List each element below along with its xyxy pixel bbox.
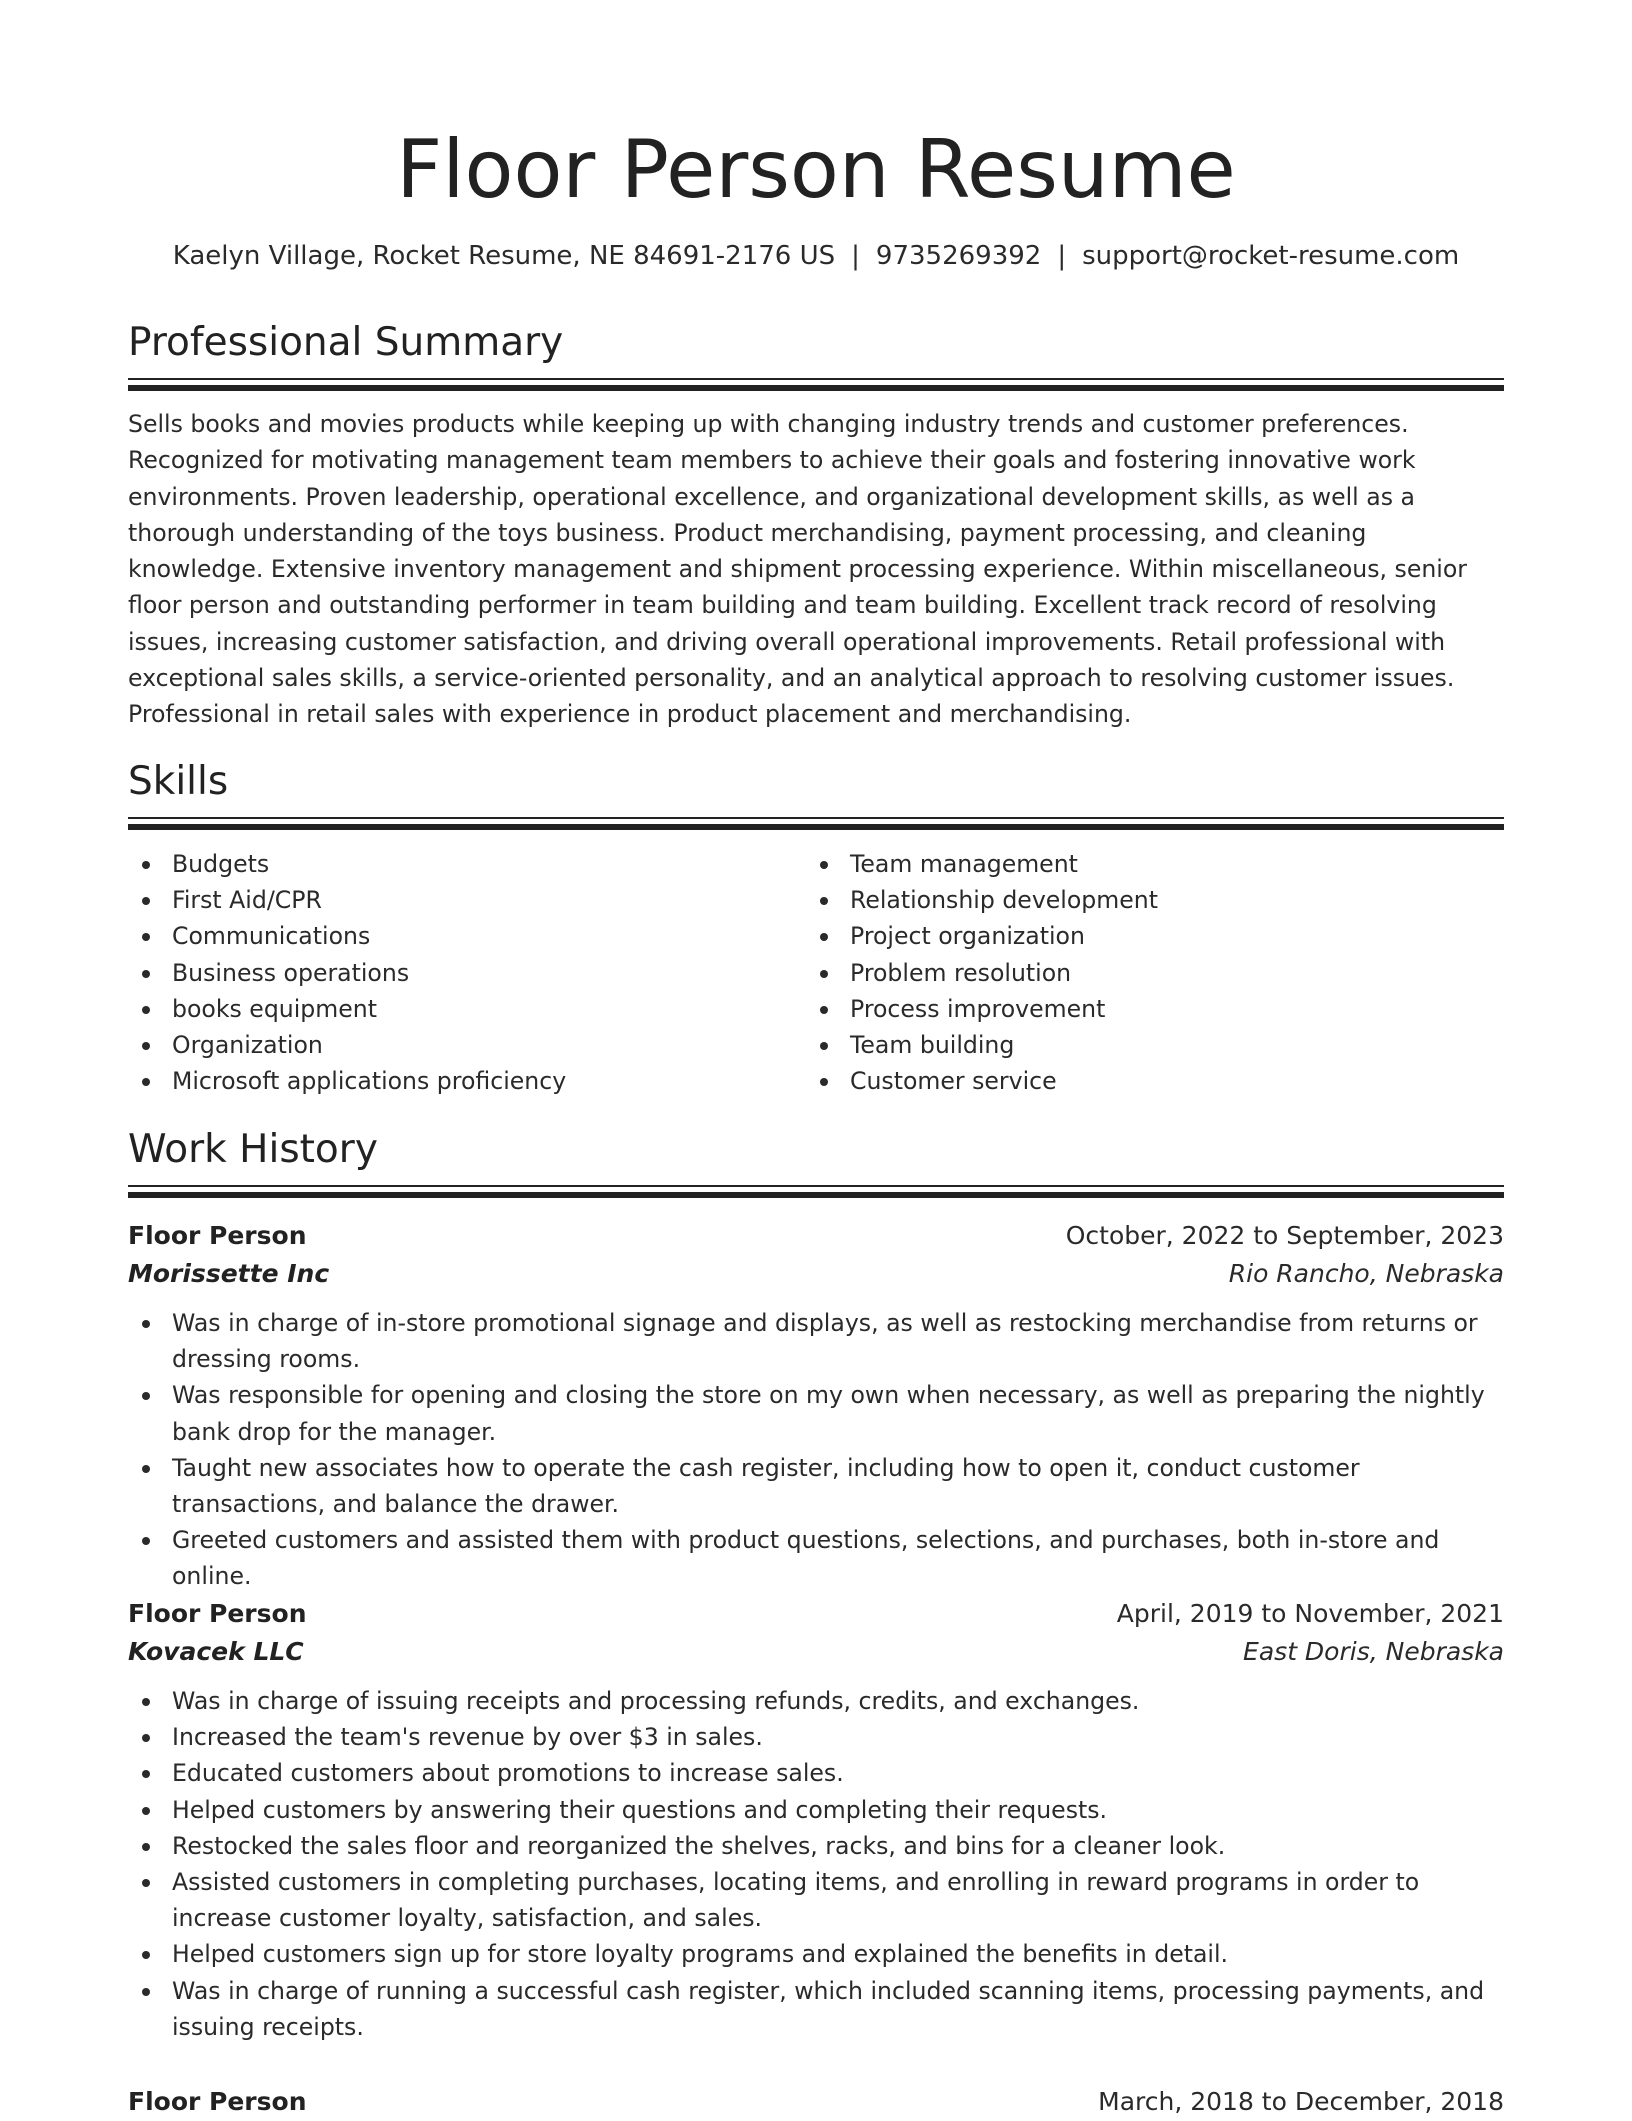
skills-column-left (128, 846, 806, 1099)
job-bullet: Restocked the sales floor and reorganized the shelves, racks, and bins for a cleaner look. (128, 1828, 1504, 1864)
job-bullet: Assisted customers in completing purchases, locating items, and enrolling in reward programs in order to increase customer loyalty, satisfaction, and sales. (128, 1864, 1504, 1936)
skill-item: Team management (806, 846, 1484, 882)
skill-item: First Aid/CPR (128, 882, 806, 918)
skill-item: Relationship development (806, 882, 1484, 918)
job-bullet: Helped customers sign up for store loyalty programs and explained the benefits in detail. (128, 1936, 1504, 1972)
job-bullet: Taught new associates how to operate the cash register, including how to open it, conduct customer transactions, and balance the drawer. (128, 1450, 1504, 1522)
section-divider (128, 1185, 1504, 1187)
section-divider (128, 1192, 1504, 1198)
job-bullets (128, 1305, 1504, 1595)
job-bullet: Educated customers about promotions to increase sales. (128, 1755, 1504, 1791)
job-dates: October, 2022 to September, 2023 (1065, 1221, 1504, 1250)
skill-item: books equipment (128, 991, 806, 1027)
section-divider (128, 817, 1504, 819)
skill-item: Business operations (128, 955, 806, 991)
skill-item: Microsoft applications proficiency (128, 1063, 806, 1099)
skills-list (128, 846, 1504, 1099)
summary-section-header (128, 318, 1504, 391)
contact-line (128, 238, 1504, 274)
job-header (128, 2083, 1504, 2121)
job-company: Morissette Inc (128, 1259, 330, 1288)
job-entry (128, 2083, 1504, 2121)
contact-phone: 9735269392 (875, 241, 1042, 271)
contact-address: Kaelyn Village, Rocket Resume, NE 84691-2176 US (172, 241, 836, 271)
job-entry (128, 1595, 1504, 2045)
summary-text: Sells books and movies products while keeping up with changing industry trends and customer preferences. Recognized for motivating management team members to achieve their goals and fostering innovative work environments. Proven leadership, operational excellence, and organizational development skills, as well as a thorough understanding of the toys business. Product merchandising, payment processing, and cleaning knowledge. Extensive inventory management and shipment processing experience. Within miscellaneous, senior floor person and outstanding performer in team building and team building. Excellent track record of resolving issues, increasing customer satisfaction, and driving overall operational improvements. Retail professional with exceptional sales skills, a service-oriented personality, and an analytical approach to resolving customer issues. Professional in retail sales with experience in product placement and merchandising. (128, 410, 1467, 729)
skills-column-right (806, 846, 1484, 1099)
job-bullet: Was in charge of in-store promotional signage and displays, as well as restocking merchandise from returns or dressing rooms. (128, 1305, 1504, 1377)
job-location: Rio Rancho, Nebraska (1228, 1259, 1504, 1288)
job-bullet: Was in charge of running a successful cash register, which included scanning items, processing payments, and issuing receipts. (128, 1973, 1504, 2045)
job-header (128, 1595, 1504, 1633)
job-dates: April, 2019 to November, 2021 (1116, 1599, 1504, 1628)
contact-separator: | (851, 241, 860, 271)
skill-item: Organization (128, 1027, 806, 1063)
job-header (128, 1217, 1504, 1255)
work-section-header (128, 1125, 1504, 1198)
job-bullets (128, 1683, 1504, 2045)
work-heading: Work History (128, 1127, 378, 1172)
skill-item: Process improvement (806, 991, 1484, 1027)
job-bullet: Was responsible for opening and closing the store on my own when necessary, as well as preparing the nightly bank drop for the manager. (128, 1377, 1504, 1449)
job-dates: March, 2018 to December, 2018 (1098, 2087, 1504, 2116)
skill-item: Project organization (806, 918, 1484, 954)
job-bullet: Was in charge of issuing receipts and processing refunds, credits, and exchanges. (128, 1683, 1504, 1719)
job-title: Floor Person (128, 2087, 307, 2116)
job-bullet: Greeted customers and assisted them with product questions, selections, and purchases, both in-store and online. (128, 1522, 1504, 1594)
section-divider (128, 378, 1504, 380)
job-bullet: Helped customers by answering their questions and completing their requests. (128, 1792, 1504, 1828)
job-location: East Doris, Nebraska (1243, 1637, 1504, 1666)
job-title: Floor Person (128, 1221, 307, 1250)
job-company: Kovacek LLC (128, 1637, 304, 1666)
contact-email[interactable]: support@rocket-resume.com (1082, 241, 1460, 271)
contact-separator: | (1057, 241, 1067, 271)
section-divider (128, 824, 1504, 830)
skill-item: Communications (128, 918, 806, 954)
skill-item: Problem resolution (806, 955, 1484, 991)
skill-item: Budgets (128, 846, 806, 882)
job-title: Floor Person (128, 1599, 307, 1628)
skill-item: Team building (806, 1027, 1484, 1063)
job-bullet: Increased the team's revenue by over $3 in sales. (128, 1719, 1504, 1755)
section-divider (128, 385, 1504, 391)
resume-title: Floor Person Resume (396, 123, 1236, 216)
job-subheader (128, 1255, 1504, 1293)
summary-heading: Professional Summary (128, 320, 564, 365)
job-subheader (128, 1633, 1504, 1671)
skill-item: Customer service (806, 1063, 1484, 1099)
job-entry (128, 1217, 1504, 1595)
skills-heading: Skills (128, 759, 229, 804)
skills-section-header (128, 757, 1504, 830)
